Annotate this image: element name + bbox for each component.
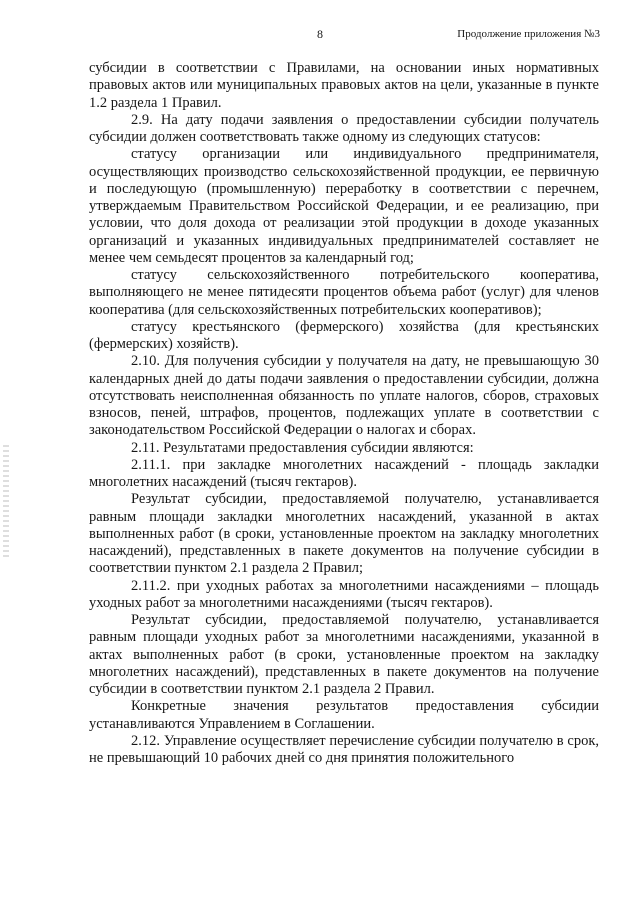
paragraph: 2.12. Управление осуществляет перечисление субсидии получателю в срок, не превышающий 10 рабочих дней со дня принятия положительного	[89, 732, 599, 766]
paragraph: 2.11.1. при закладке многолетних насаждений - площадь закладки многолетних насаждений (тысяч гектаров).	[89, 456, 599, 490]
paragraph: статусу сельскохозяйственного потребительского кооператива, выполняющего не менее пятидесяти процентов объема работ (услуг) для членов кооператива (для сельскохозяйственных потребительских кооперативов);	[89, 267, 599, 318]
paragraph: Конкретные значения результатов предоставления субсидии устанавливаются Управлением в Соглашении.	[89, 698, 599, 732]
running-header: Продолжение приложения №3	[457, 28, 600, 40]
page-number: 8	[317, 27, 323, 41]
paragraph: Результат субсидии, предоставляемой получателю, устанавливается равным площади уходных работ за многолетними насаждениями, указанной в актах выполненных работ (в сроки, установленные проектом на закладку многолетних насаждений), представленных в пакете документов на получение субсидии в соответствии пунктом 2.1 раздела 2 Правил.	[89, 612, 599, 697]
paragraph: статусу крестьянского (фермерского) хозяйства (для крестьянских (фермерских) хозяйств).	[89, 318, 599, 352]
paragraph: Результат субсидии, предоставляемой получателю, устанавливается равным площади закладки многолетних насаждений, указанной в актах выполненных работ (в сроки, установленные проектом на закладку многолетних насаждений), представленных в пакете документов на получение субсидии в соответствии пунктом 2.1 раздела 2 Правил;	[89, 491, 599, 577]
paragraph: 2.11. Результатами предоставления субсидии являются:	[131, 439, 474, 456]
paragraph: 2.9. На дату подачи заявления о предоставлении субсидии получатель субсидии должен соответствовать также одному из следующих статусов:	[89, 111, 599, 145]
paragraph: 2.10. Для получения субсидии у получателя на дату, не превышающую 30 календарных дней до даты подачи заявления о предоставлении субсидии, должна отсутствовать неисполненная обязанность по уплате налогов, сборов, страховых взносов, пеней, штрафов, процентов, подлежащих уплате в соответствии с законодательством Российской Федерации о налогах и сборах.	[89, 353, 599, 439]
margin-stamp	[3, 445, 9, 560]
paragraph: 2.11.2. при уходных работах за многолетними насаждениями – площадь уходных работ за многолетними насаждениями (тысяч гектаров).	[89, 577, 599, 611]
document-body	[89, 60, 599, 767]
paragraph: субсидии в соответствии с Правилами, на основании иных нормативных правовых актов или муниципальных правовых актов на цели, указанные в пункте 1.2 раздела 1 Правил.	[89, 60, 599, 111]
paragraph: статусу организации или индивидуального предпринимателя, осуществляющих производство сельскохозяйственной продукции, ее первичную и последующую (промышленную) переработку в соответствии с перечнем, утверждаемым Правительством Российской Федерации, и ее реализацию, при условии, что доля дохода от реализации этой продукции в доходе указанных организаций и указанных индивидуальных предпринимателей составляет не менее чем семьдесят процентов за календарный год;	[89, 146, 599, 266]
